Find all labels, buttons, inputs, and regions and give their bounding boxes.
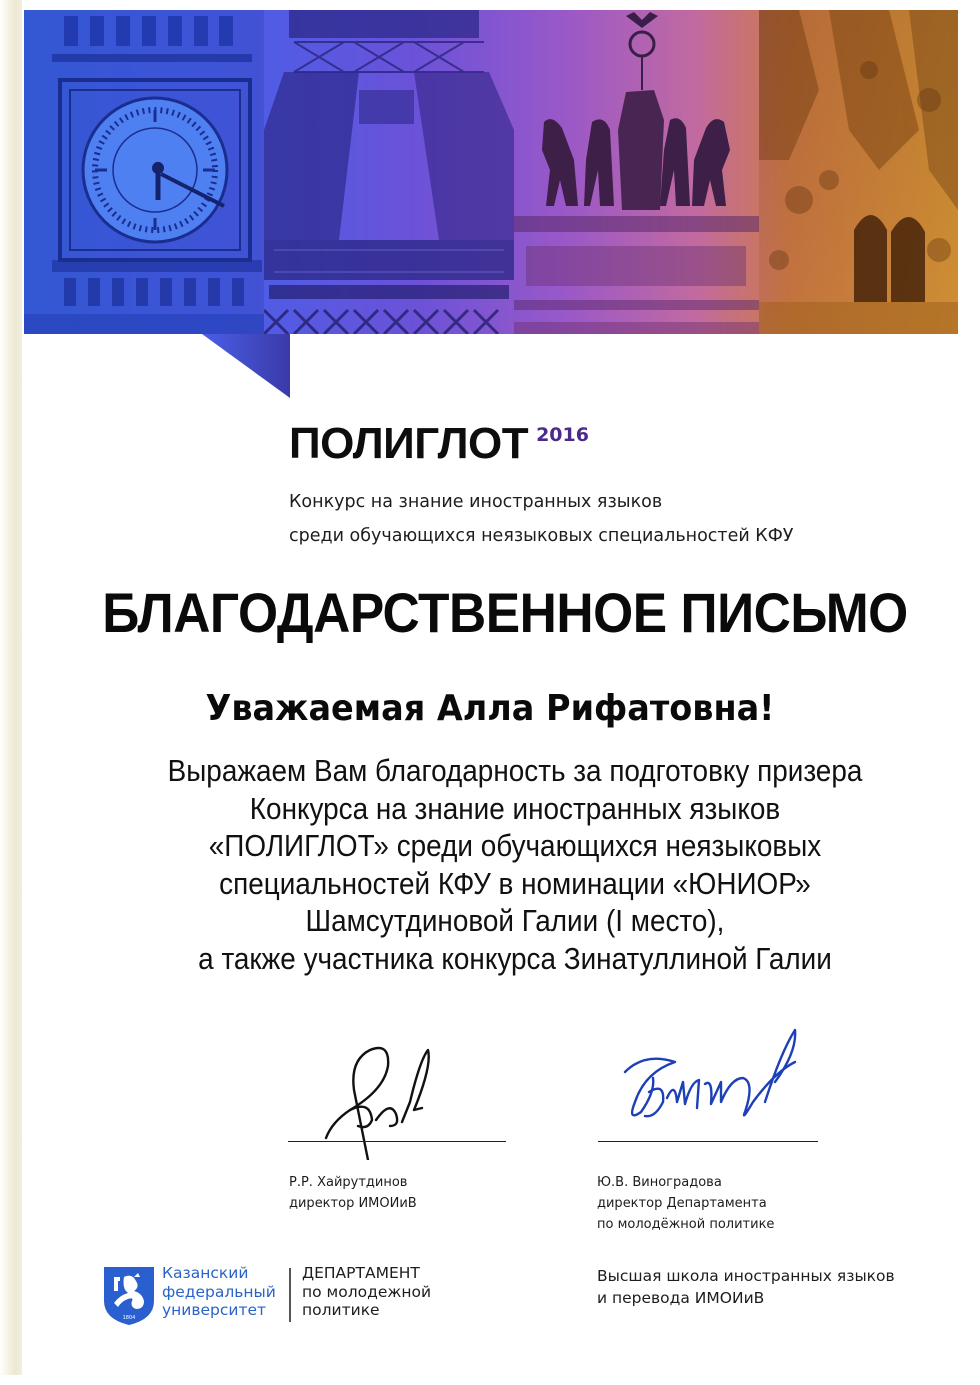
contest-subtitle-line2: среди обучающихся неязыковых специальностей КФУ [289, 526, 794, 546]
body-line: «ПОЛИГЛОТ» среди обучающихся неязыковых [208, 828, 822, 863]
school-name-line: и перевода ИМОИиВ [597, 1289, 765, 1307]
signer-2-position: по молодёжной политике [597, 1217, 775, 1232]
department-name-line: ДЕПАРТАМЕНТ [302, 1264, 420, 1282]
salutation: Уважаемая Алла Рифатовна! [205, 688, 775, 729]
department-name [302, 1264, 431, 1320]
signer-1-position: директор ИМОИиВ [289, 1196, 417, 1211]
big-ben-clock-icon [24, 10, 264, 334]
svg-text:1804: 1804 [122, 1315, 136, 1321]
body-line: а также участника конкурса Зинатуллиной Галии [198, 940, 832, 976]
eiffel-tower-icon [264, 10, 514, 334]
signature-line-2 [598, 1141, 818, 1142]
university-name-line: университет [162, 1301, 267, 1319]
university-name-line: федеральный [162, 1282, 276, 1301]
school-name-line: Высшая школа иностранных языков [597, 1267, 895, 1285]
eiffel-tower-panel [264, 10, 514, 334]
contest-subtitle-line1: Конкурс на знание иностранных языков [289, 492, 663, 512]
big-ben-panel [24, 10, 264, 334]
scan-edge [0, 0, 22, 1375]
body-line: Шамсутдиновой Галии (I место), [305, 903, 725, 938]
contest-year: 2016 [536, 424, 589, 446]
school-name [597, 1265, 895, 1309]
signer-1-name: Р.Р. Хайрутдинов [289, 1175, 408, 1190]
footer-divider [289, 1268, 291, 1322]
department-name-line: политике [302, 1301, 380, 1319]
signer-2-position: директор Департамента [597, 1196, 767, 1211]
sagrada-familia-panel [759, 10, 958, 334]
letter-body [52, 752, 979, 977]
body-line: специальностей КФУ в номинации «ЮНИОР» [219, 865, 811, 901]
quadriga-panel [514, 10, 759, 334]
signer-1-block [289, 1172, 417, 1214]
signer-2-block [597, 1172, 774, 1235]
signature-vinogradova-icon [605, 1022, 805, 1142]
body-line: Выражаем Вам благодарность за подготовку призера [167, 753, 863, 788]
university-name-line: Казанский [162, 1264, 249, 1282]
sagrada-familia-facade-icon [759, 10, 958, 334]
university-name [162, 1264, 276, 1320]
contest-title: ПОЛИГЛОТ [289, 419, 529, 468]
document-title: БЛАГОДАРСТВЕННОЕ ПИСЬМО [102, 581, 908, 644]
landmarks-banner [24, 10, 958, 334]
kfu-logo-icon [104, 1267, 154, 1325]
contest-header [289, 418, 589, 470]
signer-2-name: Ю.В. Виноградова [597, 1175, 722, 1190]
signature-line-1 [288, 1141, 506, 1142]
body-line: Конкурса на знание иностранных языков [249, 790, 781, 826]
department-name-line: по молодежной [302, 1282, 432, 1301]
quadriga-statue-icon [514, 10, 759, 334]
